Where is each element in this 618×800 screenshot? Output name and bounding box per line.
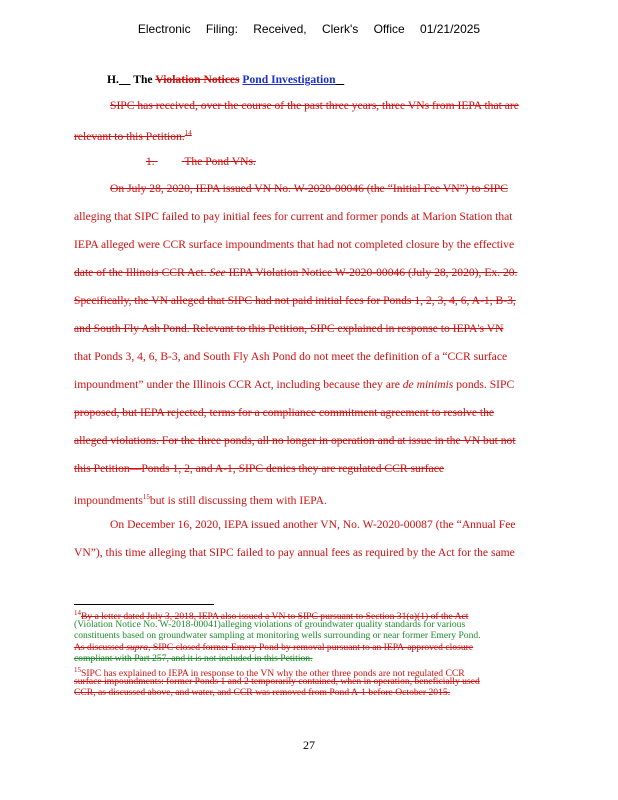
see-signal: See (209, 266, 226, 279)
footnote-15-line-1-text: SIPC has explained to IEPA in response to the VN why the other three ponds are not regulated CCR (81, 668, 465, 680)
subheading-number: 1. (146, 155, 155, 168)
para2-line-6: and South Fly Ash Pond. Relevant to this Petition, SIPC explained in response to IEPA's VN (74, 322, 504, 335)
heading-the: The (133, 73, 153, 86)
para2-line-12-b: but is still discussing them with IEPA. (149, 493, 327, 507)
para1-line-2-text: relevant to this Petition. (74, 129, 185, 143)
footnote-15-line-2: surface impoundments: former Ponds 1 and 2 temporarily contained, when in operation, beneficially used (74, 676, 480, 687)
para2-line-12 (74, 490, 546, 508)
para2-line-4-b: IEPA Violation Notice W-2020-00046 (July 28, 2020), Ex. 20. (228, 266, 518, 279)
para2-line-9: proposed, but IEPA rejected, terms for a compliance commitment agreement to resolve the (74, 406, 495, 419)
para2-line-8-a: impoundment” under the Illinois CCR Act, including because they are (74, 378, 400, 391)
para3-line-1: On December 16, 2020, IEPA issued another VN, No. W-2020-00087 (the “Annual Fee (110, 518, 516, 531)
para2-line-2: alleging that SIPC failed to pay initial fees for current and former ponds at Marion Station that (74, 210, 513, 223)
footnote-15-number: 15 (74, 666, 81, 674)
de-minimis-text: de minimis (402, 378, 454, 391)
para2-line-11: this Petition—Ponds 1, 2, and A-1, SIPC denies they are regulated CCR surface (74, 462, 444, 475)
para2-line-10: alleged violations. For the three ponds, all no longer in operation and at issue in the VN but not (74, 434, 516, 447)
footnote-14-line-5: compliant with Part 257, and it is not included in this Petition. (74, 653, 313, 664)
footnote-14-deleted-text: By a letter dated July 3, 2018, IEPA also issued a VN to SIPC pursuant to Section 31(a)(1) of the Act (81, 611, 469, 623)
para2-line-5: Specifically, the VN alleged that SIPC had not paid initial fees for Ponds 1, 2, 3, 4, 6, A-1, B-3, (74, 294, 516, 307)
para2-line-4-a: date of the Illinois CCR Act. (74, 266, 207, 279)
filing-header: Electronic Filing: Received, Clerk's Office 01/21/2025 (137, 22, 481, 36)
footnote-14-line-4 (74, 642, 554, 653)
footnote-14-line-2: (Violation Notice No. W-2018-00041)alleging violations of groundwater quality standards for various (74, 619, 466, 630)
footnote-14-line-3: constituents based on groundwater sampling at monitoring wells surrounding or near former Emery Pond. (74, 630, 481, 641)
para1-line-2 (74, 126, 546, 144)
footnote-ref-14[interactable]: 14 (184, 129, 192, 137)
para2-line-7: that Ponds 3, 4, 6, B-3, and South Fly Ash Pond do not meet the definition of a “CCR surface (74, 350, 508, 363)
para2-line-8-b: ponds. SIPC (456, 378, 515, 391)
footnote-14-number: 14 (74, 609, 81, 617)
footnote-14-line-4-a: As discussed (74, 642, 124, 653)
para2-line-8 (74, 378, 546, 392)
subheading (146, 155, 618, 169)
footnote-ref-15[interactable]: 15 (142, 493, 150, 501)
para2-line-1: On July 28, 2020, IEPA issued VN No. W-2020-00046 (the “Initial Fee VN”) to SIPC (110, 182, 508, 195)
para2-line-3: IEPA alleged were CCR surface impoundments that had not completed closure by the effective (74, 238, 515, 251)
subheading-text: The Pond VNs. (184, 155, 256, 168)
para3-line-2: VN”), this time alleging that SIPC failed to pay annual fees as required by the Act for the same (74, 546, 515, 559)
heading-inserted-text: Pond Investigation (242, 73, 336, 86)
para1-line-1: SIPC has received, over the course of the past three years, three VNs from IEPA that are (110, 99, 519, 112)
section-heading (107, 73, 579, 87)
para2-line-4 (74, 266, 546, 280)
footnote-14-line-4-b: , SIPC closed former Emery Pond by removal pursuant to an IEPA-approved closure (148, 642, 474, 653)
heading-deleted-text: Violation Notices (155, 73, 240, 86)
supra-text: supra (126, 642, 149, 653)
para2-line-12-a: impoundments (74, 493, 143, 507)
footnote-15-line-3: CCR, as discussed above, and water, and CCR was removed from Pond A-1 before October 2015. (74, 687, 451, 698)
heading-letter: H. (107, 73, 119, 86)
page-number: 27 (303, 738, 315, 752)
footnote-separator (74, 604, 214, 605)
